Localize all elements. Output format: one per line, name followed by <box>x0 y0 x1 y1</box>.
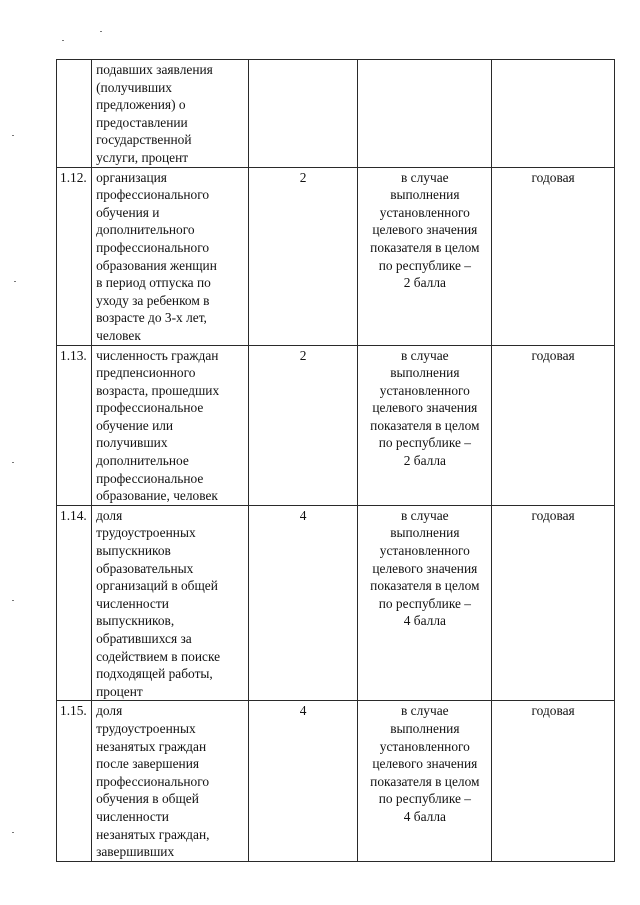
indicator-name-text: доля трудоустроенных выпускников образовательных организаций в общей численности выпускников, обратившихся за содействием в поиске подходящей работы, процент <box>96 507 221 699</box>
table-row <box>57 167 615 345</box>
table-row <box>57 60 615 168</box>
indicator-score: 2 <box>248 167 358 345</box>
indicator-name <box>92 167 249 345</box>
row-number: 1.14. <box>57 505 92 701</box>
indicator-name-text: организация профессионального обучения и дополнительного профессионального образования женщин в период отпуска по уходу за ребенком в возрасте до 3-х лет, человек <box>96 169 217 343</box>
indicator-score: 4 <box>248 505 358 701</box>
row-number: 1.12. <box>57 167 92 345</box>
score-condition <box>358 60 492 168</box>
indicator-name-text: подавших заявления (получивших предложения) о предоставлении государственной услуги, процент <box>96 62 213 165</box>
score-condition-text: в случае выполнения установленного целевого значения показателя в целом по республике – 4 балла <box>370 703 480 824</box>
row-number <box>57 60 92 168</box>
reporting-period <box>492 60 615 168</box>
score-condition-text: в случае выполнения установленного целевого значения показателя в целом по республике – 2 балла <box>370 169 480 291</box>
scan-speck <box>62 40 64 41</box>
scan-speck <box>12 832 14 833</box>
table-row <box>57 701 615 861</box>
score-condition-text: в случае выполнения установленного целевого значения показателя в целом по республике – 2 балла <box>370 347 480 469</box>
scan-speck <box>100 31 102 32</box>
indicator-score: 4 <box>248 701 358 861</box>
row-number: 1.15. <box>57 701 92 861</box>
score-condition-text: в случае выполнения установленного целевого значения показателя в целом по республике – 4 балла <box>370 507 480 629</box>
table-row <box>57 345 615 505</box>
reporting-period: годовая <box>492 701 615 861</box>
reporting-period: годовая <box>492 345 615 505</box>
score-condition <box>358 701 492 861</box>
indicator-score <box>248 60 358 168</box>
score-condition <box>358 505 492 701</box>
score-condition <box>358 345 492 505</box>
row-number: 1.13. <box>57 345 92 505</box>
indicator-score: 2 <box>248 345 358 505</box>
score-condition <box>358 167 492 345</box>
indicator-name <box>92 505 249 701</box>
scan-speck <box>12 135 14 136</box>
scan-speck <box>14 281 16 282</box>
scan-speck <box>12 600 14 601</box>
indicator-name-text: доля трудоустроенных незанятых граждан после завершения профессионального обучения в общей численности незанятых граждан, завершивших <box>96 703 210 860</box>
indicator-name-text: численность граждан предпенсионного возраста, прошедших профессиональное обучение или получивших дополнительное профессиональное образование, человек <box>96 347 220 504</box>
indicator-name <box>92 345 249 505</box>
indicators-table <box>56 59 615 862</box>
indicator-name <box>92 60 249 168</box>
reporting-period: годовая <box>492 505 615 701</box>
indicator-name <box>92 701 249 861</box>
reporting-period: годовая <box>492 167 615 345</box>
table-row <box>57 505 615 701</box>
scan-speck <box>12 462 14 463</box>
